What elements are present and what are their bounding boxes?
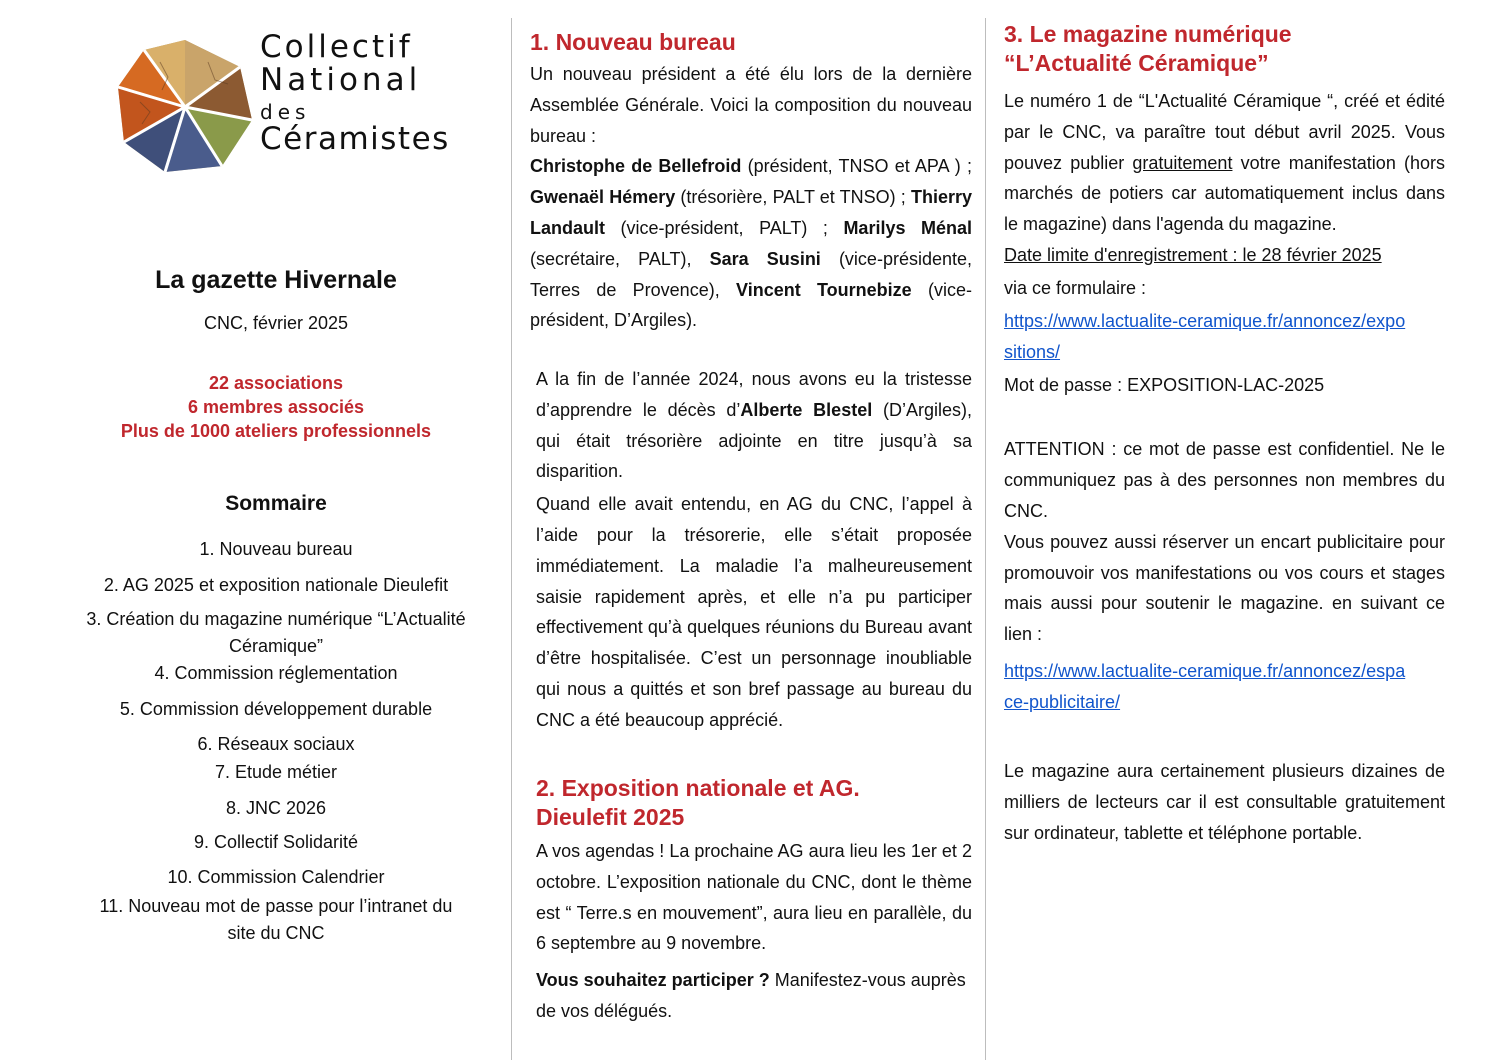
member-name: Marilys Ménal bbox=[843, 217, 972, 238]
section-3-title bbox=[1004, 20, 1445, 78]
section-1-intro: Un nouveau président a été élu lors de la dernière Assemblée Générale. Voici la composition du nouveau bureau : bbox=[530, 64, 972, 146]
magazine-paragraph-1 bbox=[1004, 86, 1445, 240]
closing-paragraph: Le magazine aura certainement plusieurs dizaines de milliers de lecteurs car il est consultable gratuitement sur ordinateur, tablette et téléphone portable. bbox=[1004, 760, 1445, 843]
attention-notice: ATTENTION : ce mot de passe est confidentiel. Ne le communiquez pas à des personnes non membres du CNC. bbox=[1004, 439, 1445, 521]
tribute-text: (D’Argiles), qui était trésorière adjointe en titre jusqu’à sa disparition. bbox=[536, 399, 972, 482]
tribute-block bbox=[536, 364, 972, 736]
logo-wordmark bbox=[260, 29, 450, 157]
toc-item: 5. Commission développement durable bbox=[119, 699, 433, 719]
link-line-2[interactable]: ce-publicitaire/ bbox=[1004, 691, 1121, 712]
ceramic-logo-icon bbox=[110, 32, 260, 182]
member-role: (vice-président, D’Argiles). bbox=[530, 279, 972, 331]
section-2-title-line-2: Dieulefit 2025 bbox=[536, 804, 685, 830]
exhibition-form-link[interactable] bbox=[1004, 306, 1445, 368]
toc-item: 10. Commission Calendrier bbox=[167, 867, 385, 887]
toc-item: 2. AG 2025 et exposition nationale Dieulefit bbox=[103, 575, 449, 595]
logo-line-3: des bbox=[260, 100, 311, 124]
toc-item: 7. Etude métier bbox=[214, 762, 338, 782]
member-name: Christophe de Bellefroid bbox=[530, 156, 742, 177]
cnc-logo bbox=[110, 28, 470, 188]
tribute-text: A la fin de l’année 2024, nous avons eu la tristesse d’apprendre le décès d’ bbox=[536, 369, 972, 420]
deadline-text: Date limite d'enregistrement : le 28 février 2025 bbox=[1004, 244, 1382, 265]
magazine-text: votre manifestation (hors marchés de potiers car automatiquement inclus dans le magazine) dans l'agenda du magazine. bbox=[1004, 152, 1445, 235]
bureau-members bbox=[530, 151, 972, 336]
sommaire-title: Sommaire bbox=[225, 492, 327, 515]
section-3-title-line-1: 3. Le magazine numérique bbox=[1004, 21, 1292, 47]
participate-text: Manifestez-vous auprès de vos délégués. bbox=[536, 970, 966, 1021]
left-column bbox=[0, 0, 512, 1060]
toc-item: Céramique” bbox=[228, 636, 324, 656]
member-role: (secrétaire, PALT), bbox=[530, 248, 710, 269]
stat-members: 6 membres associés bbox=[187, 397, 365, 417]
via-form: via ce formulaire : bbox=[1004, 277, 1147, 298]
tribute-name: Alberte Blestel bbox=[740, 399, 873, 420]
tribute-paragraph-2: Quand elle avait entendu, en AG du CNC, l’appel à l’aide pour la trésorerie, elle s’était proposée immédiatement. La maladie l’a malheureusement saisie rapidement après, et elle n’a pu participer effectivement qu’à quelques réunions du Bureau avant d’être hospitalisée. C’est un personnage inoubliable qui nous a quittés et son bref passage au bureau du CNC a été beaucoup apprécié. bbox=[536, 494, 972, 730]
toc-item: 3. Création du magazine numérique “L’Actualité bbox=[86, 609, 466, 629]
toc-item: 1. Nouveau bureau bbox=[199, 539, 353, 559]
section-3-title-line-2: “L’Actualité Céramique” bbox=[1004, 50, 1269, 76]
member-role: (président, TNSO et APA ) ; bbox=[741, 156, 972, 177]
toc-item: site du CNC bbox=[227, 923, 325, 943]
section-nouveau-bureau bbox=[530, 28, 972, 336]
section-2-title bbox=[536, 774, 972, 832]
deadline bbox=[1004, 240, 1445, 271]
participate-question: Vous souhaitez participer ? bbox=[536, 970, 770, 991]
magazine-text: Le numéro 1 de “L'Actualité Céramique “, créé et édité par le CNC, va paraître tout début avril 2025. Vous pouvez publier bbox=[1004, 91, 1445, 173]
free-underlined: gratuitement bbox=[1132, 152, 1233, 173]
member-name: Sara Susini bbox=[709, 248, 821, 269]
toc-item: 11. Nouveau mot de passe pour l’intranet du bbox=[99, 896, 453, 916]
link-line-1[interactable]: https://www.lactualite-ceramique.fr/annoncez/espa bbox=[1004, 660, 1406, 681]
section-2-paragraph-2 bbox=[536, 965, 972, 1027]
toc-item: 6. Réseaux sociaux bbox=[197, 734, 355, 754]
logo-line-4: Céramistes bbox=[260, 121, 450, 157]
section-2-paragraph-1: A vos agendas ! La prochaine AG aura lieu les 1er et 2 octobre. L’exposition nationale du CNC, dont le thème est “ Terre.s en mouvement”, aura lieu en parallèle, du 6 septembre au 9 novembre. bbox=[536, 841, 972, 954]
stats-block bbox=[40, 371, 512, 443]
section-exposition bbox=[536, 774, 972, 1027]
link-line-1[interactable]: https://www.lactualite-ceramique.fr/annoncez/expo bbox=[1004, 310, 1406, 331]
member-role: (vice-président, PALT) ; bbox=[605, 217, 844, 238]
section-2-title-line-1: 2. Exposition nationale et AG. bbox=[536, 775, 860, 801]
logo-line-2: National bbox=[260, 62, 422, 98]
toc-item: 9. Collectif Solidarité bbox=[193, 832, 359, 852]
advertising-paragraph: Vous pouvez aussi réserver un encart publicitaire pour promouvoir vos manifestations ou vos cours et stages mais aussi pour soutenir le magazine. en suivant ce lien : bbox=[1004, 531, 1445, 645]
link-line-2[interactable]: sitions/ bbox=[1004, 341, 1061, 362]
tribute-paragraph-1 bbox=[536, 364, 972, 487]
section-1-title: 1. Nouveau bureau bbox=[530, 29, 736, 55]
gazette-title: La gazette Hivernale bbox=[155, 266, 397, 294]
password: Mot de passe : EXPOSITION-LAC-2025 bbox=[1004, 374, 1325, 395]
right-column bbox=[986, 0, 1497, 1060]
advertising-link[interactable] bbox=[1004, 656, 1445, 718]
toc-item: 4. Commission réglementation bbox=[154, 663, 398, 683]
member-role: (trésorière, PALT et TNSO) ; bbox=[675, 187, 911, 208]
stat-workshops: Plus de 1000 ateliers professionnels bbox=[120, 421, 432, 441]
middle-column bbox=[512, 0, 986, 1060]
gazette-subtitle: CNC, février 2025 bbox=[203, 313, 349, 333]
member-name: Thierry Landault bbox=[530, 187, 973, 238]
member-name: Gwenaël Hémery bbox=[530, 187, 676, 208]
logo-line-1: Collectif bbox=[260, 29, 413, 65]
stat-associations: 22 associations bbox=[208, 373, 344, 393]
member-name: Vincent Tournebize bbox=[736, 279, 912, 300]
toc-item: 8. JNC 2026 bbox=[225, 798, 327, 818]
member-role: (vice-présidente, Terres de Provence), bbox=[530, 248, 972, 300]
section-magazine bbox=[1004, 20, 1445, 848]
